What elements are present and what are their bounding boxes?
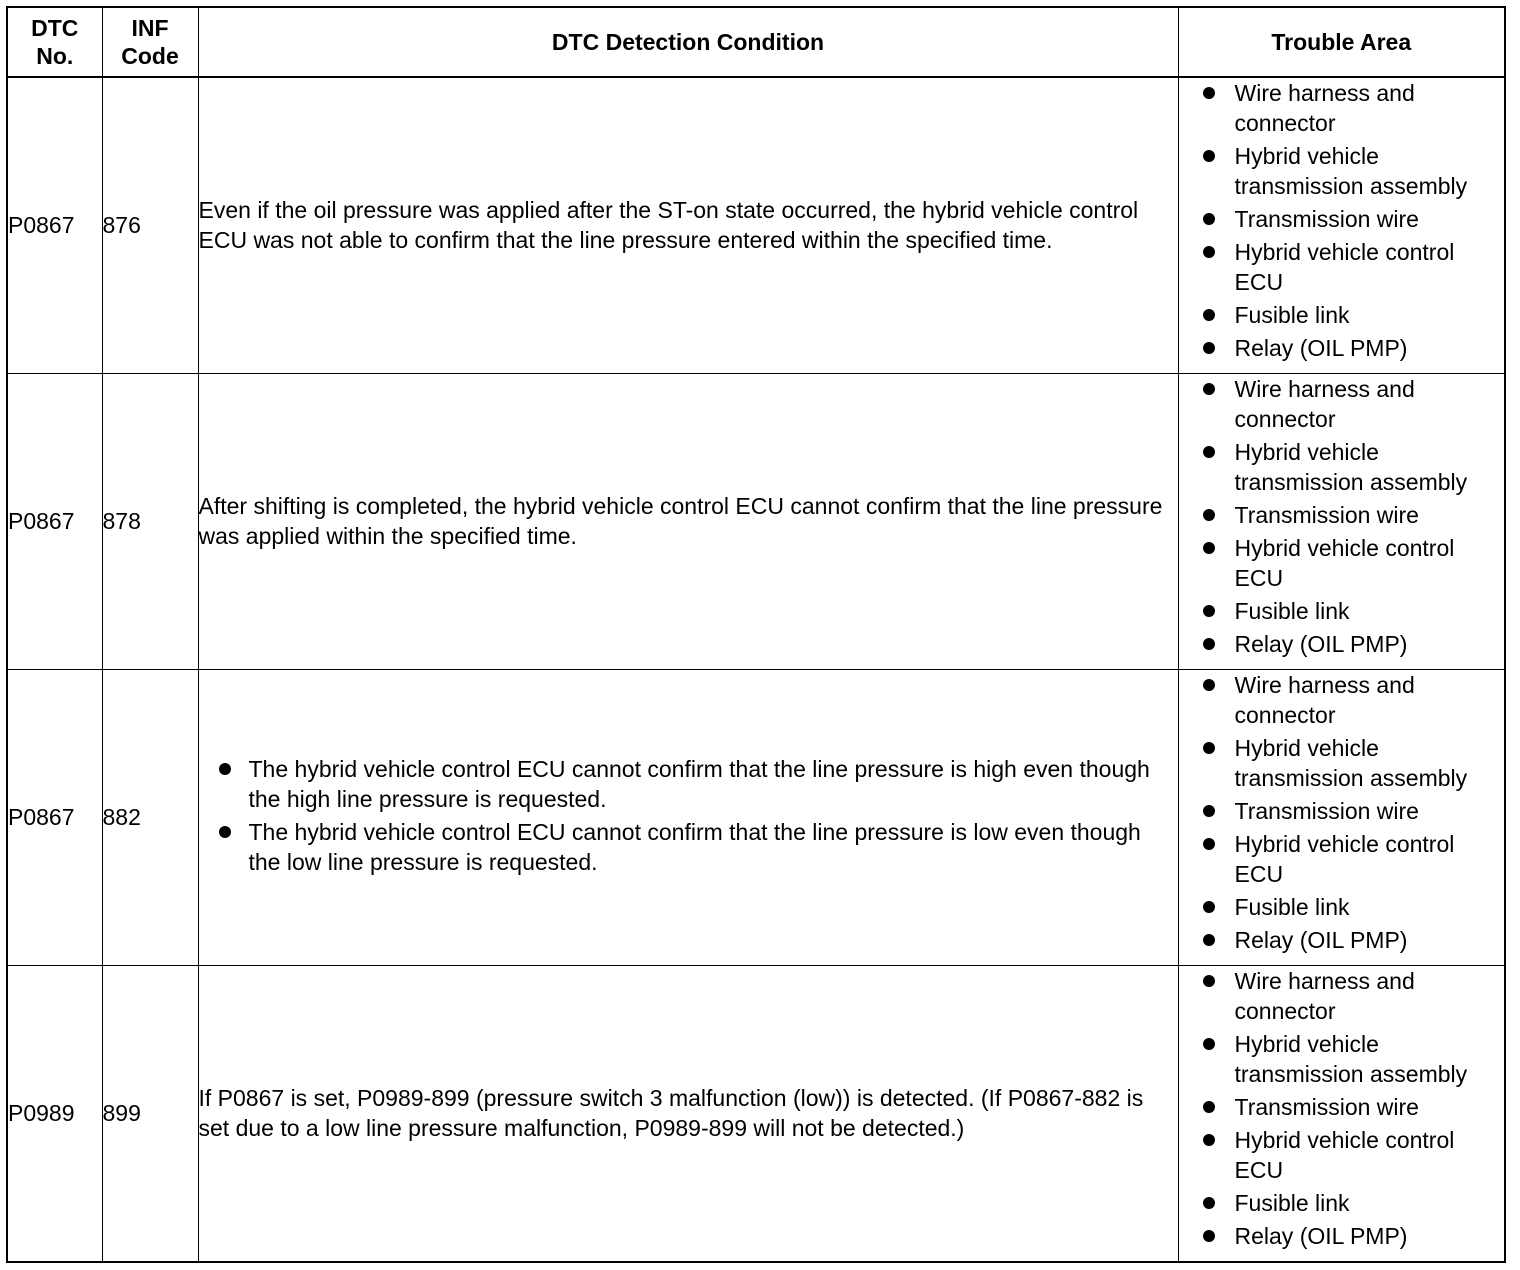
list-item [1179, 204, 1505, 234]
dtc-number: P0867 [8, 373, 102, 669]
trouble-area-item: Hybrid vehicle control ECU [1234, 830, 1455, 887]
list-item [1179, 1188, 1505, 1218]
inf-code: 899 [102, 965, 198, 1261]
bullet-icon [219, 763, 231, 775]
list-item [1179, 1221, 1505, 1251]
dtc-table-frame [6, 6, 1506, 1263]
bullet-icon [1203, 509, 1215, 521]
list-item [1179, 829, 1505, 889]
trouble-area-item: Fusible link [1234, 597, 1350, 624]
trouble-area-item: Transmission wire [1234, 206, 1419, 232]
dtc-number: P0867 [8, 669, 102, 965]
list-item [1179, 374, 1505, 434]
bullet-icon [219, 826, 231, 838]
list-item [1179, 596, 1505, 626]
list-item [1179, 892, 1505, 922]
header-trouble-area: Trouble Area [1178, 8, 1504, 77]
bullet-icon [1203, 742, 1215, 754]
condition-list [199, 754, 1178, 877]
bullet-icon [1203, 605, 1215, 617]
trouble-area-item: Hybrid vehicle transmission assembly [1234, 143, 1468, 199]
list-item [1179, 733, 1505, 793]
bullet-icon [1203, 1134, 1215, 1146]
bullet-icon [1203, 542, 1215, 554]
trouble-area-item: Transmission wire [1234, 1093, 1419, 1120]
table-row [8, 373, 1504, 669]
bullet-icon [1203, 901, 1215, 913]
bullet-icon [1203, 309, 1215, 321]
header-dtc-no: DTC No. [8, 8, 102, 77]
list-item [1179, 796, 1505, 826]
trouble-area-item: Wire harness and connector [1234, 375, 1415, 432]
list-item [1179, 533, 1505, 593]
trouble-area-item: Hybrid vehicle transmission assembly [1234, 1030, 1468, 1087]
inf-code: 882 [102, 669, 198, 965]
condition-item: The hybrid vehicle control ECU cannot confirm that the line pressure is high even though the high line pressure is requested. [248, 756, 1150, 812]
bullet-icon [1203, 838, 1215, 850]
table-row [8, 669, 1504, 965]
bullet-icon [1203, 805, 1215, 817]
bullet-icon [1203, 975, 1215, 987]
header-inf-code: INF Code [102, 8, 198, 77]
trouble-area-list [1179, 966, 1505, 1251]
bullet-icon [1203, 1038, 1215, 1050]
trouble-area-item: Fusible link [1234, 302, 1350, 328]
bullet-icon [1203, 679, 1215, 691]
bullet-icon [1203, 1101, 1215, 1113]
trouble-area-cell [1178, 965, 1504, 1261]
trouble-area-item: Fusible link [1234, 1189, 1350, 1216]
trouble-area-item: Transmission wire [1234, 501, 1419, 528]
bullet-icon [1203, 934, 1215, 946]
trouble-area-cell [1178, 77, 1504, 373]
trouble-area-item: Hybrid vehicle control ECU [1234, 534, 1455, 591]
dtc-number: P0867 [8, 77, 102, 373]
trouble-area-list [1179, 78, 1505, 363]
trouble-area-item: Hybrid vehicle control ECU [1234, 239, 1455, 295]
list-item [1179, 1125, 1505, 1185]
trouble-area-list [1179, 374, 1505, 659]
table-header-row [8, 8, 1504, 77]
trouble-area-item: Relay (OIL PMP) [1234, 926, 1408, 953]
bullet-icon [1203, 383, 1215, 395]
detection-condition: After shifting is completed, the hybrid vehicle control ECU cannot confirm that the line pressure was applied within the specified time. [198, 373, 1178, 669]
list-item [1179, 333, 1505, 363]
bullet-icon [1203, 246, 1215, 258]
detection-condition [198, 669, 1178, 965]
trouble-area-item: Hybrid vehicle control ECU [1234, 1126, 1455, 1183]
bullet-icon [1203, 87, 1215, 99]
table-row [8, 965, 1504, 1261]
list-item [1179, 237, 1505, 297]
trouble-area-item: Relay (OIL PMP) [1234, 630, 1408, 657]
condition-item: The hybrid vehicle control ECU cannot confirm that the line pressure is low even though the low line pressure is requested. [248, 819, 1141, 875]
list-item [199, 817, 1178, 877]
list-item [1179, 670, 1505, 730]
list-item [1179, 437, 1505, 497]
trouble-area-item: Relay (OIL PMP) [1234, 1222, 1408, 1249]
trouble-area-item: Hybrid vehicle transmission assembly [1234, 734, 1468, 791]
bullet-icon [1203, 342, 1215, 354]
bullet-icon [1203, 638, 1215, 650]
list-item [1179, 1092, 1505, 1122]
trouble-area-item: Fusible link [1234, 893, 1350, 920]
trouble-area-item: Relay (OIL PMP) [1234, 335, 1408, 361]
list-item [1179, 300, 1505, 330]
list-item [1179, 500, 1505, 530]
dtc-table [8, 8, 1504, 1261]
bullet-icon [1203, 1197, 1215, 1209]
table-row [8, 77, 1504, 373]
list-item [199, 754, 1178, 814]
list-item [1179, 78, 1505, 138]
trouble-area-cell [1178, 669, 1504, 965]
dtc-number: P0989 [8, 965, 102, 1261]
trouble-area-item: Wire harness and connector [1234, 967, 1415, 1024]
trouble-area-item: Hybrid vehicle transmission assembly [1234, 438, 1468, 495]
bullet-icon [1203, 446, 1215, 458]
trouble-area-list [1179, 670, 1505, 955]
inf-code: 876 [102, 77, 198, 373]
bullet-icon [1203, 213, 1215, 225]
list-item [1179, 141, 1505, 201]
list-item [1179, 629, 1505, 659]
list-item [1179, 925, 1505, 955]
list-item [1179, 1029, 1505, 1089]
detection-condition: Even if the oil pressure was applied after the ST-on state occurred, the hybrid vehicle control ECU was not able to confirm that the line pressure entered within the specified time. [198, 77, 1178, 373]
header-detection-condition: DTC Detection Condition [198, 8, 1178, 77]
bullet-icon [1203, 1230, 1215, 1242]
trouble-area-item: Transmission wire [1234, 797, 1419, 824]
list-item [1179, 966, 1505, 1026]
inf-code: 878 [102, 373, 198, 669]
bullet-icon [1203, 150, 1215, 162]
trouble-area-item: Wire harness and connector [1234, 671, 1415, 728]
trouble-area-item: Wire harness and connector [1234, 80, 1415, 136]
trouble-area-cell [1178, 373, 1504, 669]
detection-condition: If P0867 is set, P0989-899 (pressure switch 3 malfunction (low)) is detected. (If P0867-882 is set due to a low line pressure malfunction, P0989-899 will not be detected.) [198, 965, 1178, 1261]
